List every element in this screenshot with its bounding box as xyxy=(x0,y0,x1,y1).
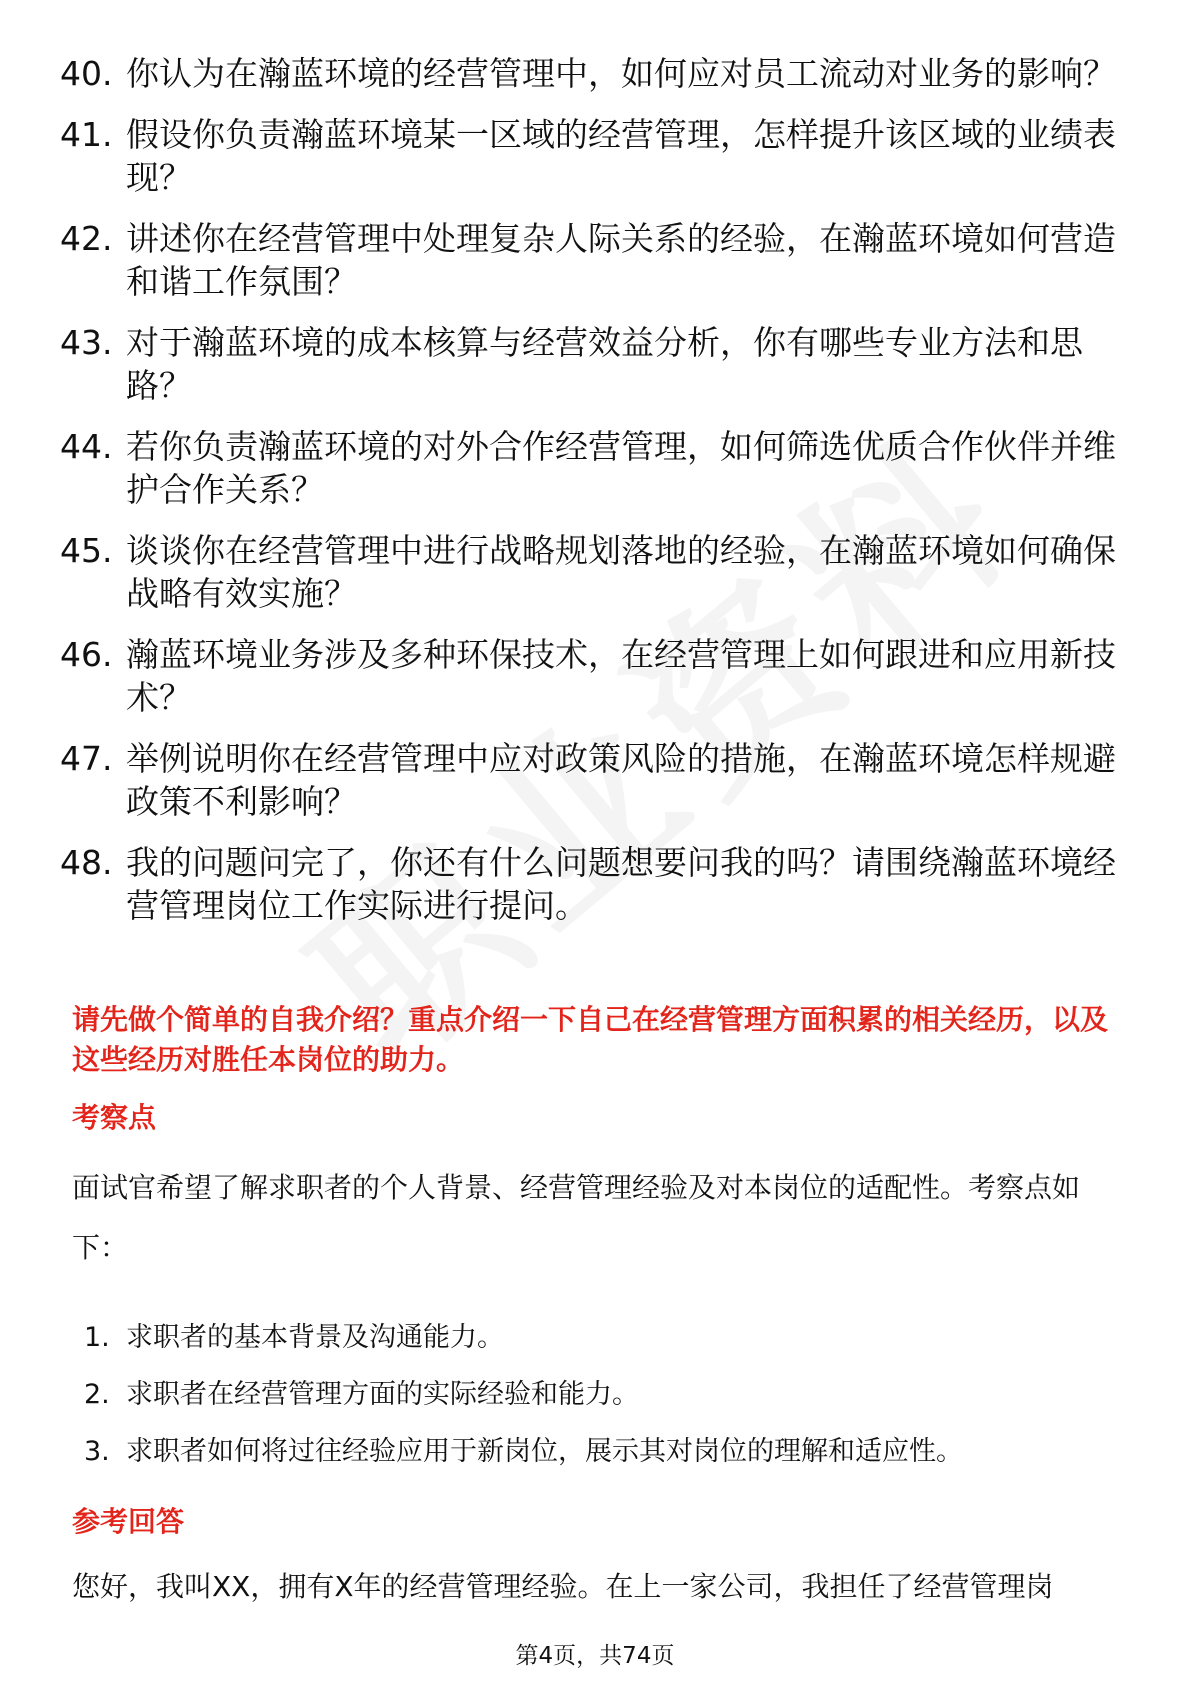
list-text: 求职者的基本背景及沟通能力。 xyxy=(126,1322,504,1353)
list-text: 求职者如何将过往经验应用于新岗位，展示其对岗位的理解和适应性。 xyxy=(126,1436,963,1467)
question-text: 我的问题问完了，你还有什么问题想要问我的吗？请围绕瀚蓝环境经营管理岗位工作实际进行提问。 xyxy=(126,843,1116,925)
answer-heading: 参考回答 xyxy=(72,1505,185,1538)
question-item xyxy=(60,217,1120,303)
question-item xyxy=(60,633,1120,719)
question-item xyxy=(60,113,1120,199)
question-item xyxy=(60,425,1120,511)
question-text: 假设你负责瀚蓝环境某一区域的经营管理，怎样提升该区域的业绩表现？ xyxy=(126,115,1116,197)
question-item xyxy=(60,52,1120,95)
question-number: 40. xyxy=(60,54,113,93)
question-text: 讲述你在经营管理中处理复杂人际关系的经验，在瀚蓝环境如何营造和谐工作氛围？ xyxy=(126,219,1116,301)
focus-points-list xyxy=(84,1318,963,1489)
question-text: 举例说明你在经营管理中应对政策风险的措施，在瀚蓝环境怎样规避政策不利影响？ xyxy=(126,739,1116,821)
question-number: 44. xyxy=(60,427,113,466)
question-item xyxy=(60,321,1120,407)
question-number: 43. xyxy=(60,323,113,362)
question-item xyxy=(60,737,1120,823)
question-number: 41. xyxy=(60,115,113,154)
list-number: 1. xyxy=(84,1322,110,1353)
question-text: 对于瀚蓝环境的成本核算与经营效益分析，你有哪些专业方法和思路？ xyxy=(126,323,1083,405)
focus-heading: 考察点 xyxy=(72,1101,157,1134)
question-number: 46. xyxy=(60,635,113,674)
answer-text: 您好，我叫XX，拥有X年的经营管理经验。在上一家公司，我担任了经营管理岗 xyxy=(72,1570,1054,1603)
list-number: 2. xyxy=(84,1379,110,1410)
page-footer: 第4页，共74页 xyxy=(515,1643,675,1669)
question-text: 瀚蓝环境业务涉及多种环保技术，在经营管理上如何跟进和应用新技术？ xyxy=(126,635,1116,717)
featured-question: 请先做个简单的自我介绍？重点介绍一下自己在经营管理方面积累的相关经历，以及这些经历对胜任本岗位的助力。 xyxy=(72,1003,1109,1076)
list-item xyxy=(84,1375,963,1415)
list-number: 3. xyxy=(84,1436,110,1467)
question-item xyxy=(60,841,1120,927)
list-item xyxy=(84,1318,963,1358)
question-number: 48. xyxy=(60,843,113,882)
question-item xyxy=(60,529,1120,615)
list-item xyxy=(84,1432,963,1472)
question-text: 若你负责瀚蓝环境的对外合作经营管理，如何筛选优质合作伙伴并维护合作关系？ xyxy=(126,427,1116,509)
question-number: 42. xyxy=(60,219,113,258)
question-number: 47. xyxy=(60,739,113,778)
question-text: 谈谈你在经营管理中进行战略规划落地的经验，在瀚蓝环境如何确保战略有效实施？ xyxy=(126,531,1116,613)
question-text: 你认为在瀚蓝环境的经营管理中，如何应对员工流动对业务的影响？ xyxy=(126,54,1116,93)
list-text: 求职者在经营管理方面的实际经验和能力。 xyxy=(126,1379,639,1410)
focus-intro: 面试官希望了解求职者的个人背景、经营管理经验及对本岗位的适配性。考察点如下： xyxy=(72,1171,1081,1264)
question-number: 45. xyxy=(60,531,113,570)
question-list xyxy=(60,52,1120,945)
